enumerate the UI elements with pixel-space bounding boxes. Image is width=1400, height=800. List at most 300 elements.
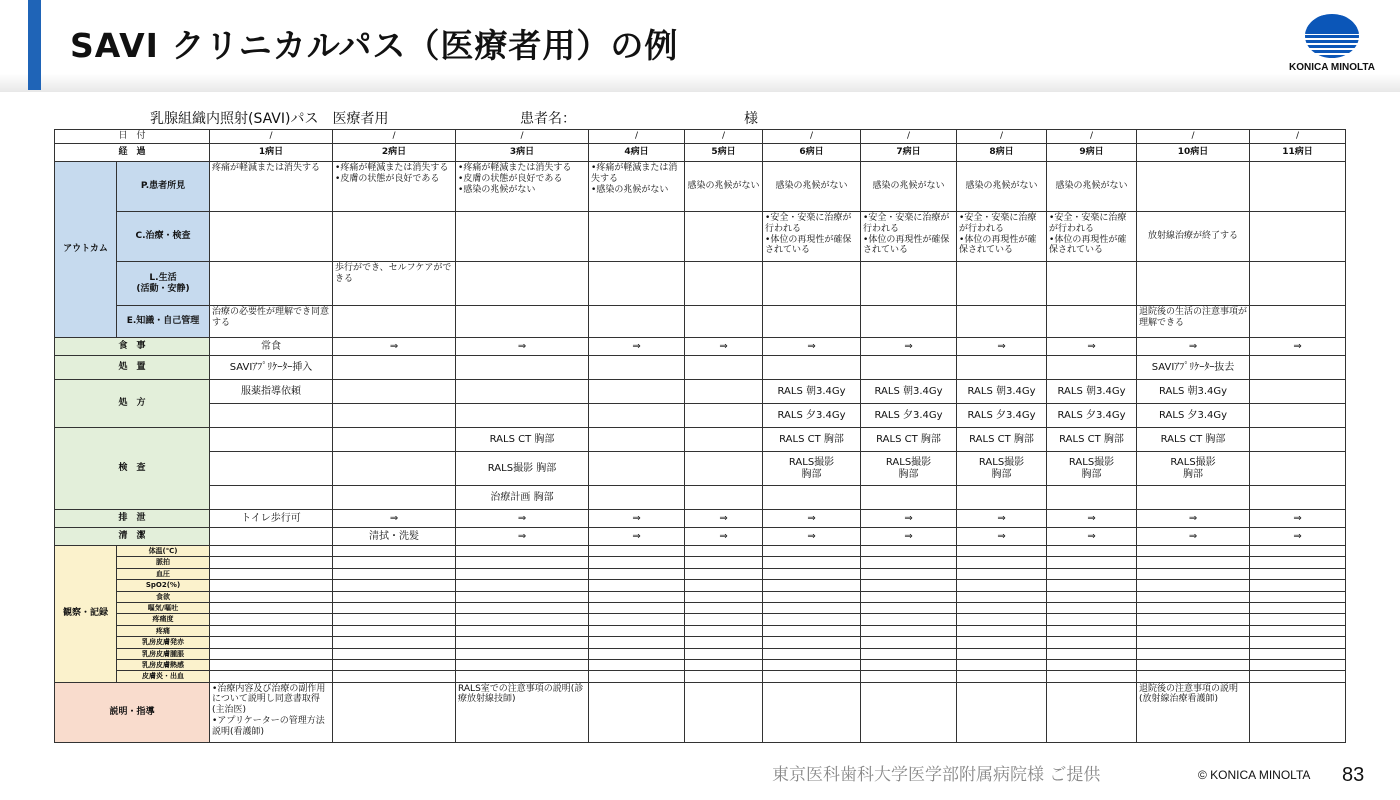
- observation-cell: [1250, 602, 1346, 613]
- outcome-cell: [333, 212, 456, 262]
- exam-cell: RALS撮影 胸部: [957, 452, 1047, 486]
- observation-cell: [763, 546, 861, 557]
- excretion-cell: ⇒: [763, 510, 861, 528]
- exam-cell: [1250, 486, 1346, 510]
- observation-cell: [456, 614, 589, 625]
- observation-cell: [456, 557, 589, 568]
- treatment-cell: SAVIｱﾌﾟﾘｹｰﾀｰ抜去: [1137, 356, 1250, 380]
- observation-cell: [763, 625, 861, 636]
- hygiene-cell: ⇒: [1047, 528, 1137, 546]
- outcome-category: C.治療・検査: [117, 212, 210, 262]
- observation-cell: [333, 659, 456, 670]
- observation-cell: [685, 648, 763, 659]
- observation-cell: [456, 602, 589, 613]
- meal-cell: ⇒: [589, 338, 685, 356]
- observation-cell: [589, 648, 685, 659]
- treatment-cell: [957, 356, 1047, 380]
- observation-cell: [1047, 602, 1137, 613]
- outcome-cell: 歩行ができ、セルフケアができる: [333, 262, 456, 306]
- observation-cell: [210, 625, 333, 636]
- globe-logo-icon: [1305, 14, 1359, 58]
- observation-cell: [210, 637, 333, 648]
- table-row: [55, 602, 1346, 613]
- exam-cell: [333, 486, 456, 510]
- meal-cell: ⇒: [1137, 338, 1250, 356]
- observation-cell: [333, 591, 456, 602]
- table-row: [55, 591, 1346, 602]
- observation-cell: [957, 614, 1047, 625]
- meal-cell: ⇒: [685, 338, 763, 356]
- observation-cell: [589, 557, 685, 568]
- treatment-cell: [763, 356, 861, 380]
- exam-cell: 治療計画 胸部: [456, 486, 589, 510]
- excretion-label: 排 泄: [55, 510, 210, 528]
- day-header: 9病日: [1047, 144, 1137, 162]
- observation-cell: [589, 602, 685, 613]
- medication-cell: RALS 朝3.4Gy: [861, 380, 957, 404]
- medication-cell: [589, 380, 685, 404]
- observation-cell: [763, 614, 861, 625]
- observation-cell: [1250, 614, 1346, 625]
- observation-item: 食欲: [117, 591, 210, 602]
- outcome-cell: 放射線治療が終了する: [1137, 212, 1250, 262]
- exam-cell: [685, 428, 763, 452]
- table-row: [55, 580, 1346, 591]
- observation-cell: [957, 568, 1047, 579]
- source-credit: 東京医科歯科大学医学部附属病院様 ご提供: [772, 765, 1101, 785]
- observation-cell: [589, 614, 685, 625]
- observation-cell: [210, 546, 333, 557]
- table-row: [55, 659, 1346, 670]
- observation-cell: [957, 648, 1047, 659]
- observation-cell: [210, 648, 333, 659]
- observation-cell: [763, 602, 861, 613]
- treatment-cell: [861, 356, 957, 380]
- konica-minolta-logo: [1278, 14, 1386, 73]
- hygiene-cell: [210, 528, 333, 546]
- exam-cell: [333, 428, 456, 452]
- observation-cell: [1137, 557, 1250, 568]
- observation-cell: [763, 671, 861, 682]
- exam-cell: RALS撮影 胸部: [1137, 452, 1250, 486]
- observation-cell: [763, 659, 861, 670]
- observation-cell: [957, 671, 1047, 682]
- meal-cell: 常食: [210, 338, 333, 356]
- outcome-cell: •安全・安楽に治療が行われる •体位の再現性が確保されている: [861, 212, 957, 262]
- outcome-category: E.知識・自己管理: [117, 306, 210, 338]
- observation-cell: [333, 637, 456, 648]
- exam-cell: RALS CT 胸部: [1137, 428, 1250, 452]
- treatment-cell: [589, 356, 685, 380]
- exam-cell: RALS撮影 胸部: [456, 452, 589, 486]
- hygiene-cell: ⇒: [763, 528, 861, 546]
- outcome-label: アウトカム: [55, 162, 117, 338]
- explanation-cell: RALS室での注意事項の説明(診療放射線技師): [456, 682, 589, 742]
- table-row: [55, 486, 1346, 510]
- exam-cell: [861, 486, 957, 510]
- observation-cell: [957, 659, 1047, 670]
- observation-cell: [333, 648, 456, 659]
- medication-cell: [210, 404, 333, 428]
- excretion-cell: ⇒: [456, 510, 589, 528]
- table-row: [55, 356, 1346, 380]
- meal-cell: ⇒: [1047, 338, 1137, 356]
- observation-item: 乳房皮膚熱感: [117, 659, 210, 670]
- medication-cell: RALS 夕3.4Gy: [1137, 404, 1250, 428]
- table-row: [55, 557, 1346, 568]
- observation-cell: [1137, 580, 1250, 591]
- observation-cell: [210, 557, 333, 568]
- day-header: 7病日: [861, 144, 957, 162]
- observation-cell: [763, 637, 861, 648]
- hygiene-cell: ⇒: [1250, 528, 1346, 546]
- observation-cell: [1137, 659, 1250, 670]
- table-row: [55, 212, 1346, 262]
- observation-cell: [456, 648, 589, 659]
- exam-label: 検 査: [55, 428, 210, 510]
- outcome-cell: [210, 212, 333, 262]
- outcome-cell: [957, 306, 1047, 338]
- treatment-cell: [333, 356, 456, 380]
- observation-cell: [333, 557, 456, 568]
- observation-cell: [1047, 580, 1137, 591]
- explanation-cell: [861, 682, 957, 742]
- explanation-cell: 退院後の注意事項の説明 (放射線治療看護師): [1137, 682, 1250, 742]
- observation-cell: [456, 625, 589, 636]
- observation-cell: [210, 659, 333, 670]
- course-label: 経 過: [55, 144, 210, 162]
- excretion-cell: ⇒: [1250, 510, 1346, 528]
- explanation-cell: [1250, 682, 1346, 742]
- observation-cell: [957, 546, 1047, 557]
- medication-cell: [589, 404, 685, 428]
- explanation-cell: [1047, 682, 1137, 742]
- observation-cell: [861, 602, 957, 613]
- explanation-cell: [763, 682, 861, 742]
- medication-cell: [1250, 404, 1346, 428]
- hygiene-cell: ⇒: [861, 528, 957, 546]
- observation-cell: [1137, 602, 1250, 613]
- table-row: [55, 528, 1346, 546]
- observation-cell: [1137, 568, 1250, 579]
- outcome-cell: [456, 306, 589, 338]
- observation-item: 乳房皮膚腫脹: [117, 648, 210, 659]
- observation-item: 皮膚炎・出血: [117, 671, 210, 682]
- title-accent-bar: [28, 0, 41, 90]
- sama-label: 様: [744, 111, 758, 127]
- table-row: [55, 546, 1346, 557]
- observation-cell: [763, 568, 861, 579]
- observation-cell: [685, 580, 763, 591]
- outcome-cell: •安全・安楽に治療が行われる •体位の再現性が確保されている: [957, 212, 1047, 262]
- table-row: [55, 452, 1346, 486]
- observation-cell: [1137, 671, 1250, 682]
- logo-text: KONICA MINOLTA: [1289, 62, 1375, 73]
- outcome-cell: [333, 306, 456, 338]
- observation-cell: [1047, 591, 1137, 602]
- outcome-cell: [1250, 162, 1346, 212]
- outcome-cell: [861, 262, 957, 306]
- observation-cell: [333, 546, 456, 557]
- outcome-category: L.生活 (活動・安静): [117, 262, 210, 306]
- observation-item: 乳房皮膚発赤: [117, 637, 210, 648]
- outcome-cell: [685, 306, 763, 338]
- observation-cell: [333, 671, 456, 682]
- outcome-cell: [456, 262, 589, 306]
- excretion-cell: ⇒: [861, 510, 957, 528]
- exam-cell: [957, 486, 1047, 510]
- observation-cell: [333, 602, 456, 613]
- exam-cell: RALS CT 胸部: [861, 428, 957, 452]
- hygiene-cell: ⇒: [1137, 528, 1250, 546]
- outcome-cell: [957, 262, 1047, 306]
- observation-cell: [1250, 648, 1346, 659]
- meal-cell: ⇒: [957, 338, 1047, 356]
- day-header: 8病日: [957, 144, 1047, 162]
- exam-cell: [685, 452, 763, 486]
- observation-cell: [957, 625, 1047, 636]
- exam-cell: RALS撮影 胸部: [1047, 452, 1137, 486]
- observation-cell: [333, 614, 456, 625]
- hygiene-cell: 清拭・洗髪: [333, 528, 456, 546]
- excretion-cell: ⇒: [957, 510, 1047, 528]
- outcome-cell: 退院後の生活の注意事項が理解できる: [1137, 306, 1250, 338]
- observation-cell: [1250, 659, 1346, 670]
- patient-label: 患者名：: [520, 111, 576, 127]
- observation-cell: [957, 580, 1047, 591]
- table-row: [55, 682, 1346, 742]
- observation-label: 観察・記録: [55, 546, 117, 683]
- explanation-cell: [957, 682, 1047, 742]
- observation-cell: [1137, 648, 1250, 659]
- table-row: [55, 306, 1346, 338]
- observation-cell: [1137, 625, 1250, 636]
- exam-cell: [763, 486, 861, 510]
- outcome-cell: [1137, 162, 1250, 212]
- table-row: [55, 144, 1346, 162]
- observation-item: 疼痛度: [117, 614, 210, 625]
- day-header: 5病日: [685, 144, 763, 162]
- meal-cell: ⇒: [456, 338, 589, 356]
- observation-cell: [861, 614, 957, 625]
- observation-cell: [861, 648, 957, 659]
- table-row: [55, 614, 1346, 625]
- observation-cell: [763, 557, 861, 568]
- observation-cell: [1047, 659, 1137, 670]
- observation-cell: [861, 580, 957, 591]
- observation-cell: [456, 546, 589, 557]
- hygiene-label: 清 潔: [55, 528, 210, 546]
- outcome-cell: 感染の兆候がない: [685, 162, 763, 212]
- exam-cell: RALS CT 胸部: [957, 428, 1047, 452]
- hygiene-cell: ⇒: [589, 528, 685, 546]
- date-label: 日 付: [55, 130, 210, 144]
- observation-cell: [1250, 591, 1346, 602]
- day-header: 1病日: [210, 144, 333, 162]
- excretion-cell: トイレ歩行可: [210, 510, 333, 528]
- outcome-cell: [861, 306, 957, 338]
- outcome-category: P.患者所見: [117, 162, 210, 212]
- observation-item: 疼痛: [117, 625, 210, 636]
- medication-cell: RALS 朝3.4Gy: [763, 380, 861, 404]
- outcome-cell: 疼痛が軽減または消失する: [210, 162, 333, 212]
- observation-cell: [589, 546, 685, 557]
- outcome-cell: [1047, 306, 1137, 338]
- table-row: [55, 338, 1346, 356]
- hygiene-cell: ⇒: [957, 528, 1047, 546]
- treatment-cell: [1250, 356, 1346, 380]
- medication-cell: RALS 夕3.4Gy: [763, 404, 861, 428]
- observation-cell: [861, 568, 957, 579]
- copyright: © KONICA MINOLTA: [1198, 768, 1311, 782]
- observation-cell: [685, 659, 763, 670]
- observation-cell: [456, 637, 589, 648]
- day-header: 2病日: [333, 144, 456, 162]
- observation-cell: [1250, 637, 1346, 648]
- day-header: 11病日: [1250, 144, 1346, 162]
- exam-cell: RALS CT 胸部: [456, 428, 589, 452]
- observation-cell: [1047, 568, 1137, 579]
- observation-cell: [685, 568, 763, 579]
- observation-cell: [685, 637, 763, 648]
- observation-cell: [1047, 637, 1137, 648]
- observation-cell: [589, 580, 685, 591]
- observation-item: SpO2(%): [117, 580, 210, 591]
- outcome-cell: •疼痛が軽減または消失する •皮膚の状態が良好である: [333, 162, 456, 212]
- observation-cell: [210, 580, 333, 591]
- exam-cell: [589, 428, 685, 452]
- outcome-cell: 感染の兆候がない: [957, 162, 1047, 212]
- observation-cell: [210, 671, 333, 682]
- day-header: 6病日: [763, 144, 861, 162]
- medication-cell: [333, 380, 456, 404]
- outcome-cell: •疼痛が軽減または消失する •皮膚の状態が良好である •感染の兆候がない: [456, 162, 589, 212]
- date-cell: /: [333, 130, 456, 144]
- observation-cell: [763, 648, 861, 659]
- date-cell: /: [861, 130, 957, 144]
- observation-cell: [685, 602, 763, 613]
- observation-cell: [210, 568, 333, 579]
- observation-cell: [589, 659, 685, 670]
- treatment-cell: SAVIｱﾌﾟﾘｹｰﾀｰ挿入: [210, 356, 333, 380]
- table-row: [55, 262, 1346, 306]
- outcome-cell: 感染の兆候がない: [861, 162, 957, 212]
- observation-cell: [589, 625, 685, 636]
- treatment-label: 処 置: [55, 356, 210, 380]
- observation-cell: [957, 637, 1047, 648]
- observation-cell: [1137, 614, 1250, 625]
- observation-cell: [685, 546, 763, 557]
- observation-cell: [1047, 546, 1137, 557]
- observation-cell: [210, 614, 333, 625]
- outcome-cell: [210, 262, 333, 306]
- medication-cell: RALS 朝3.4Gy: [957, 380, 1047, 404]
- date-cell: /: [1250, 130, 1346, 144]
- exam-cell: [1250, 428, 1346, 452]
- date-cell: /: [210, 130, 333, 144]
- observation-cell: [1250, 568, 1346, 579]
- outcome-cell: [589, 212, 685, 262]
- observation-item: 血圧: [117, 568, 210, 579]
- observation-item: 体温(℃): [117, 546, 210, 557]
- table-row: [55, 428, 1346, 452]
- observation-cell: [861, 546, 957, 557]
- treatment-cell: [456, 356, 589, 380]
- day-header: 3病日: [456, 144, 589, 162]
- table-row: [55, 404, 1346, 428]
- meal-label: 食 事: [55, 338, 210, 356]
- exam-cell: RALS撮影 胸部: [861, 452, 957, 486]
- table-row: [55, 380, 1346, 404]
- explanation-cell: •治療内容及び治療の副作用について説明し同意書取得(主治医) •アプリケーターの管理方法説明(看護師): [210, 682, 333, 742]
- medication-cell: [456, 380, 589, 404]
- exam-cell: RALS撮影 胸部: [763, 452, 861, 486]
- table-row: [55, 625, 1346, 636]
- explanation-cell: [685, 682, 763, 742]
- exam-cell: [1250, 452, 1346, 486]
- outcome-cell: [685, 262, 763, 306]
- slide-title: SAVI クリニカルパス（医療者用）の例: [70, 26, 679, 65]
- exam-cell: [685, 486, 763, 510]
- date-cell: /: [1047, 130, 1137, 144]
- exam-cell: [210, 452, 333, 486]
- day-header: 10病日: [1137, 144, 1250, 162]
- observation-cell: [763, 580, 861, 591]
- hygiene-cell: ⇒: [685, 528, 763, 546]
- observation-cell: [1047, 648, 1137, 659]
- medication-cell: [333, 404, 456, 428]
- explanation-cell: [589, 682, 685, 742]
- observation-cell: [1250, 671, 1346, 682]
- observation-cell: [685, 671, 763, 682]
- observation-item: 脈拍: [117, 557, 210, 568]
- observation-cell: [861, 659, 957, 670]
- observation-cell: [333, 580, 456, 591]
- table-row: [55, 637, 1346, 648]
- observation-cell: [456, 671, 589, 682]
- date-cell: /: [957, 130, 1047, 144]
- medication-cell: RALS 夕3.4Gy: [1047, 404, 1137, 428]
- meal-cell: ⇒: [861, 338, 957, 356]
- observation-cell: [957, 602, 1047, 613]
- medication-cell: RALS 夕3.4Gy: [957, 404, 1047, 428]
- excretion-cell: ⇒: [1137, 510, 1250, 528]
- explanation-label: 説明・指導: [55, 682, 210, 742]
- medication-cell: [685, 380, 763, 404]
- medication-cell: RALS 夕3.4Gy: [861, 404, 957, 428]
- date-cell: /: [1137, 130, 1250, 144]
- explanation-cell: [333, 682, 456, 742]
- exam-cell: [210, 428, 333, 452]
- date-cell: /: [763, 130, 861, 144]
- observation-cell: [1137, 546, 1250, 557]
- table-row: [55, 162, 1346, 212]
- date-cell: /: [589, 130, 685, 144]
- observation-cell: [763, 591, 861, 602]
- observation-cell: [1250, 546, 1346, 557]
- exam-cell: [210, 486, 333, 510]
- outcome-cell: [685, 212, 763, 262]
- date-cell: /: [456, 130, 589, 144]
- table-row: [55, 648, 1346, 659]
- table-row: [55, 510, 1346, 528]
- outcome-cell: 感染の兆候がない: [1047, 162, 1137, 212]
- date-cell: /: [685, 130, 763, 144]
- observation-cell: [456, 659, 589, 670]
- outcome-cell: [763, 262, 861, 306]
- observation-cell: [333, 625, 456, 636]
- day-header: 4病日: [589, 144, 685, 162]
